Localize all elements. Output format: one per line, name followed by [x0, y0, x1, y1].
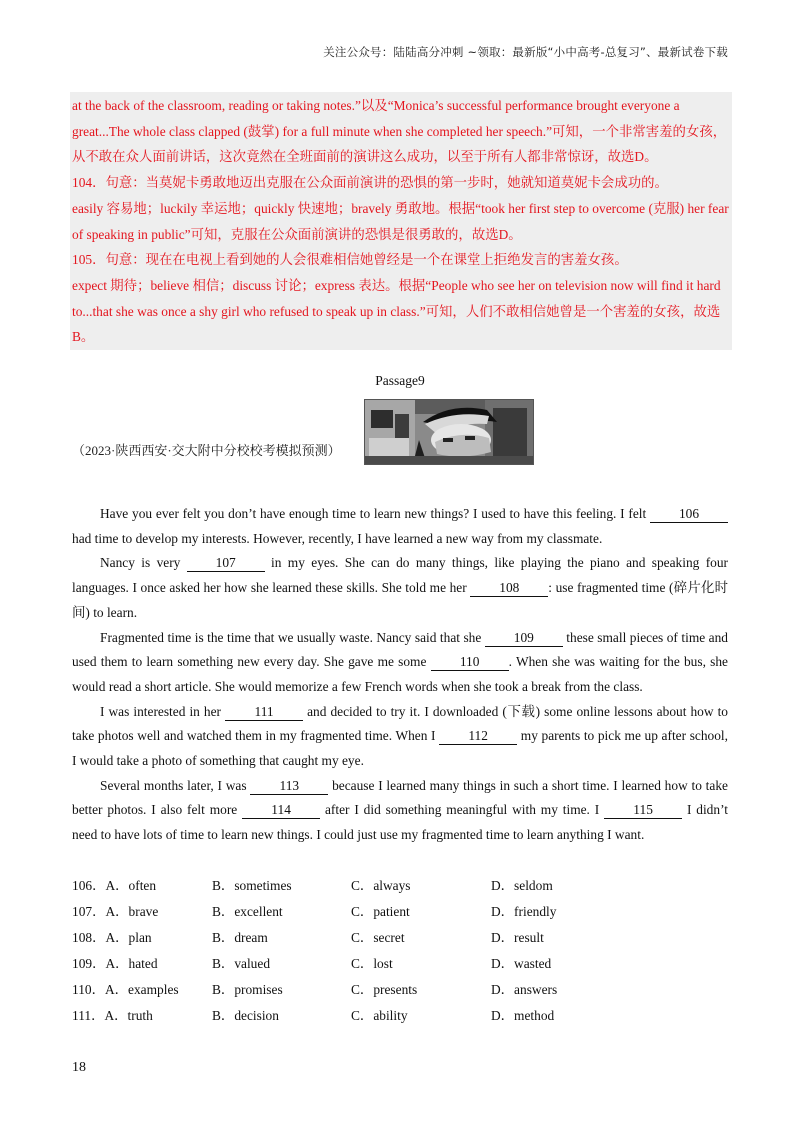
blank-114[interactable]: 114	[242, 802, 320, 819]
option-c[interactable]: C．secret	[351, 930, 405, 945]
answer-explanation-box	[70, 92, 732, 350]
option-c[interactable]: C．ability	[351, 1008, 408, 1023]
text-run: Fragmented time is the time that we usually waste. Nancy said that she	[100, 629, 485, 645]
option-b[interactable]: B．decision	[212, 1008, 279, 1023]
answer-line: 105．句意：现在在电视上看到她的人会很难相信她曾经是一个在课堂上拒绝发言的害羞女孩。	[72, 252, 628, 268]
question-row-110	[72, 977, 728, 1003]
text-run: and decided to try it. I downloaded (下载) some online lessons about how to take photos well and watched them in my fragmented time. When I	[72, 703, 728, 744]
text-run: : use fragmented time (碎片化时间) to learn.	[72, 580, 728, 620]
option-b[interactable]: B．sometimes	[212, 878, 292, 893]
option-b[interactable]: B．valued	[212, 956, 271, 971]
text-run: Nancy is very	[100, 555, 187, 571]
question-row-106	[72, 873, 728, 899]
answer-line: at the back of the classroom, reading or taking notes.”以及“Monica’s successful performance brought everyone a great...The whole class clapped (鼓掌) for a full minute when she completed her speech.”可知，一个非常害羞的女孩，从不敢在众人面前讲话，这次竟然在全班面前的演讲这么成功，以至于所有人都非常惊讶，故选D。	[72, 98, 727, 165]
option-a[interactable]	[72, 977, 179, 1003]
option-text: A．brave	[105, 904, 159, 919]
text-run: I didn’t need to have lots of time to learn new things. I could just use my fragmented time to learn anything I want.	[72, 802, 729, 843]
page-header: 关注公众号：陆陆高分冲刺 ~领取：最新版“小中高考-总复习”、最新试卷下载	[323, 45, 728, 59]
answer-line: expect 期待；believe 相信；discuss 讨论；express 表达。根据“People who see her on television now will find it hard to...that she was once a shy girl who refused to speak up in class.”可知，人们不敢相信她曾是一个害羞的女孩，故选B。	[72, 277, 721, 345]
option-b[interactable]: B．promises	[212, 982, 283, 997]
question-number: 106．	[72, 878, 106, 893]
question-row-108	[72, 925, 728, 951]
passage-paragraph	[72, 774, 728, 848]
option-text: A．often	[105, 878, 157, 893]
text-run: Have you ever felt you don’t have enough time to learn new things? I used to have this feeling. I felt	[100, 506, 650, 521]
text-run: . When she was waiting for the bus, she would read a short article. She would memorize a few French words when she took a break from the class.	[72, 654, 728, 694]
blank-107[interactable]: 107	[187, 555, 265, 572]
text-run: after I did something meaningful with my time. I	[320, 802, 605, 818]
option-c[interactable]: C．presents	[351, 982, 418, 997]
option-a[interactable]	[72, 925, 152, 951]
passage-paragraph	[72, 700, 728, 774]
option-c[interactable]: C．patient	[351, 904, 410, 919]
blank-115[interactable]: 115	[604, 802, 682, 819]
passage-paragraph	[72, 502, 728, 551]
blank-108[interactable]: 108	[470, 580, 548, 597]
option-d[interactable]: D．result	[491, 930, 544, 945]
answer-options	[72, 873, 728, 1029]
option-text: A．plan	[105, 930, 152, 945]
text-run: Several months later, I was	[100, 777, 251, 793]
passage-paragraph	[72, 626, 728, 700]
text-run: these small pieces of time and used them to learn something new every day. She gave me some	[72, 629, 728, 670]
passage-photo	[364, 399, 534, 465]
page-number: 18	[72, 1060, 86, 1075]
question-row-109	[72, 951, 728, 977]
passage-title: Passage9	[375, 373, 425, 388]
option-d[interactable]: D．method	[491, 1008, 555, 1023]
text-run: had time to develop my interests. However, recently, I have learned a new way from my classmate.	[72, 530, 603, 546]
answer-line: 104．句意：当莫妮卡勇敢地迈出克服在公众面前演讲的恐惧的第一步时，她就知道莫妮卡会成功的。	[72, 175, 668, 191]
option-c[interactable]: C．lost	[351, 956, 393, 971]
blank-111[interactable]: 111	[225, 704, 303, 721]
blank-113[interactable]: 113	[250, 778, 328, 795]
option-a[interactable]	[72, 951, 158, 977]
question-number: 110．	[72, 982, 105, 997]
blank-106[interactable]: 106	[650, 506, 728, 523]
text-run: because I learned many things in such a short time. I learned how to take better photos. I also felt more	[72, 777, 728, 818]
text-run: in my eyes. She can do many things, like playing the piano and speaking four languages. I once asked her how she learned these skills. She told me her	[72, 555, 728, 596]
option-b[interactable]: B．excellent	[212, 904, 283, 919]
question-number: 108．	[72, 930, 106, 945]
photo-illustration	[365, 400, 533, 464]
answer-line: easily 容易地；luckily 幸运地；quickly 快速地；bravely 勇敢地。根据“took her first step to overcome (克服) her fear of speaking in public”可知，克服在公众面前演讲的恐惧是很勇敢的，故选D。	[72, 200, 729, 242]
option-text: A．truth	[104, 1008, 153, 1023]
cloze-passage	[72, 502, 728, 848]
text-run: I was interested in her	[100, 703, 226, 719]
option-a[interactable]	[72, 1003, 153, 1029]
option-d[interactable]: D．answers	[491, 982, 558, 997]
option-c[interactable]: C．always	[351, 878, 411, 893]
option-d[interactable]: D．seldom	[491, 878, 553, 893]
option-d[interactable]: D．friendly	[491, 904, 557, 919]
blank-110[interactable]: 110	[431, 654, 509, 671]
option-b[interactable]: B．dream	[212, 930, 268, 945]
option-text: A．hated	[105, 956, 158, 971]
passage-paragraph	[72, 551, 728, 625]
option-text: A．examples	[104, 982, 179, 997]
text-run: my parents to pick me up after school, I would take a photo of something that caught my eye.	[72, 728, 729, 769]
question-number: 107．	[72, 904, 106, 919]
question-row-111	[72, 1003, 728, 1029]
blank-112[interactable]: 112	[439, 728, 517, 745]
option-a[interactable]	[72, 873, 156, 899]
question-row-107	[72, 899, 728, 925]
option-a[interactable]	[72, 899, 158, 925]
passage-source: （2023·陕西西安·交大附中分校校考模拟预测）	[72, 443, 341, 458]
blank-109[interactable]: 109	[485, 630, 563, 647]
option-d[interactable]: D．wasted	[491, 956, 552, 971]
question-number: 111．	[72, 1008, 105, 1023]
question-number: 109．	[72, 956, 106, 971]
